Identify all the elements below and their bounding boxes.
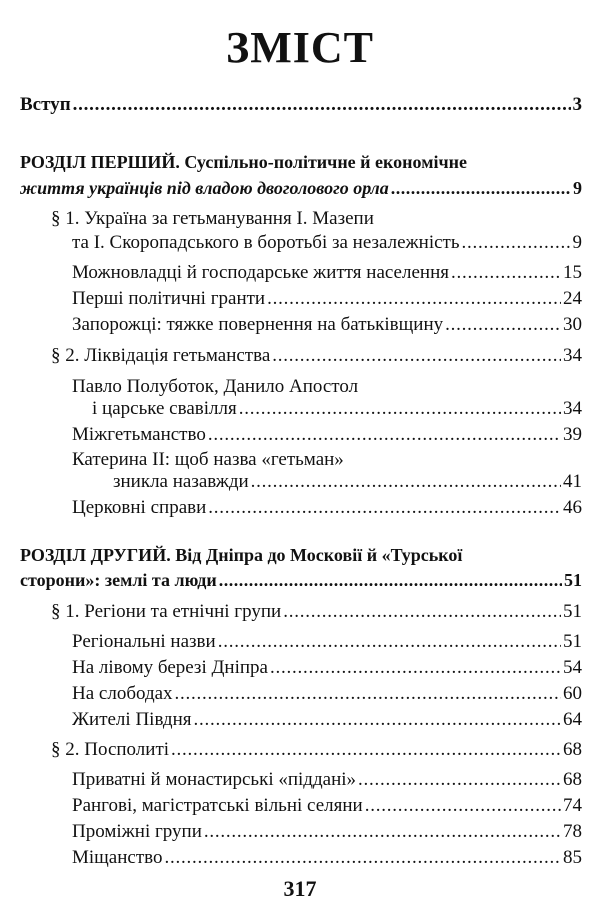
toc-entry-label: Церковні справи [72,497,207,518]
dot-leader [445,313,561,337]
dot-leader [208,496,561,520]
toc-entry-p1s2[interactable] [51,344,582,368]
dot-leader [73,93,571,117]
page-number: 317 [283,876,317,901]
toc-entry-page: 60 [563,683,582,704]
toc-entry-label: § 1. Регіони та етнічні групи [51,601,282,622]
toc-entry-p2s2[interactable] [51,738,582,762]
part-title-line1: Від Дніпра до Московії й «Турської [175,545,463,565]
toc-entry-page: 51 [563,631,582,652]
dot-leader [194,708,561,732]
toc-entry-page: 39 [563,424,582,445]
toc-part2-line1[interactable] [20,543,462,567]
toc-entry-p1s1b[interactable] [72,287,582,311]
toc-entry-page: 24 [563,288,582,309]
toc-entry-p2s2c[interactable] [72,820,582,844]
toc-entry-p2s2d[interactable] [72,846,582,870]
toc-entry-page: 78 [563,821,582,842]
toc-entry-label: § 2. Посполиті [51,739,170,760]
toc-entry-p2s1b[interactable] [72,656,582,680]
toc-entry-page: 74 [563,795,582,816]
toc-entry-page: 46 [563,497,582,518]
toc-entry-page: 51 [563,601,582,622]
dot-leader [218,630,561,654]
dot-leader [171,738,561,762]
toc-entry-label: § 2. Ліквідація гетьманства [51,345,271,366]
dot-leader [283,600,561,624]
toc-entry-label: Вступ [20,94,71,115]
toc-entry-p1s2c-line2[interactable] [113,470,582,494]
toc-entry-label: На лівому березі Дніпра [72,657,268,678]
toc-entry-label: зникла назавжди [113,471,249,492]
toc-entry-p1s2c-line1[interactable]: Катерина ІІ: щоб назва «гетьман» [72,449,344,470]
dot-leader [164,846,561,870]
toc-entry-p2s2a[interactable] [72,768,582,792]
toc-entry-p1s2a-line1[interactable]: Павло Полуботок, Данило Апостол [72,376,359,397]
toc-entry-page: 34 [563,345,582,366]
toc-entry-p1s1c[interactable] [72,313,582,337]
dot-leader [365,794,561,818]
toc-entry-page: 3 [572,94,582,115]
toc-entry-label: Проміжні групи [72,821,202,842]
toc-entry-label: Запорожці: тяжке повернення на батьківщину [72,314,444,335]
toc-entry-page: 41 [563,471,582,492]
toc-entry-p2s1a[interactable] [72,630,582,654]
toc-entry-label: Жителі Півдня [72,709,192,730]
toc-part1-line1[interactable] [20,150,467,174]
toc-entry-p1s2b[interactable] [72,423,582,447]
toc-entry-page: 51 [564,570,582,590]
toc-entry-label: Можновладці й господарське життя населення [72,262,449,283]
toc-entry-label: Регіональні назви [72,631,216,652]
toc-entry-label: Перші політичні гранти [72,288,266,309]
toc-entry-page: 68 [563,769,582,790]
toc-entry-p1s1-line1[interactable]: § 1. Україна за гетьманування І. Мазепи [51,208,374,229]
toc-entry-p2s1[interactable] [51,600,582,624]
toc-entry-p1s2d[interactable] [72,496,582,520]
dot-leader [451,261,561,285]
dot-leader [175,682,561,706]
dot-leader [272,344,561,368]
dot-leader [270,656,561,680]
toc-entry-intro[interactable] [20,93,582,117]
part-title-line2: сторони»: землі та люди [20,570,217,590]
toc-entry-p1s1-line2[interactable] [72,231,582,255]
dot-leader [462,231,571,255]
toc-entry-p1s2a-line2[interactable] [92,397,582,421]
toc-entry-page: 30 [563,314,582,335]
toc-entry-page: 9 [572,232,582,253]
part-title-line1: Суспільно-політичне й економічне [184,152,467,172]
part-heading: РОЗДІЛ ПЕРШИЙ. [20,152,180,172]
toc-entry-label: та І. Скоропадського в боротьбі за незалежність [72,232,460,253]
toc-entry-label: Рангові, магістратські вільні селяни [72,795,363,816]
part-title-line2: життя українців під владою двоголового орла [20,178,389,198]
toc-entry-page: 54 [563,657,582,678]
dot-leader [204,820,561,844]
toc-entry-p2s2b[interactable] [72,794,582,818]
toc-entry-page: 85 [563,847,582,868]
toc-entry-label: На слободах [72,683,173,704]
toc-entry-page: 9 [573,178,582,198]
dot-leader [251,470,561,494]
toc-entry-label: Міжгетьманство [72,424,206,445]
toc-entry-label: і царське свавілля [92,398,237,419]
toc-entry-p2s1c[interactable] [72,682,582,706]
toc-entry-page: 34 [563,398,582,419]
part-heading: РОЗДІЛ ДРУГИЙ. [20,545,171,565]
dot-leader [239,397,561,421]
dot-leader [219,568,562,592]
dot-leader [391,176,571,200]
toc-entry-p1s1a[interactable] [72,261,582,285]
toc-entry-page: 68 [563,739,582,760]
dot-leader [358,768,561,792]
toc-part1-line2[interactable] [20,176,582,200]
dot-leader [267,287,561,311]
toc-entry-label: Міщанство [72,847,163,868]
page-title: ЗМІСТ [226,23,374,72]
toc-entry-p2s1d[interactable] [72,708,582,732]
toc-entry-label: Приватні й монастирські «піддані» [72,769,357,790]
toc-entry-page: 64 [563,709,582,730]
dot-leader [208,423,561,447]
toc-part2-line2[interactable] [20,568,582,592]
toc-entry-page: 15 [563,262,582,283]
